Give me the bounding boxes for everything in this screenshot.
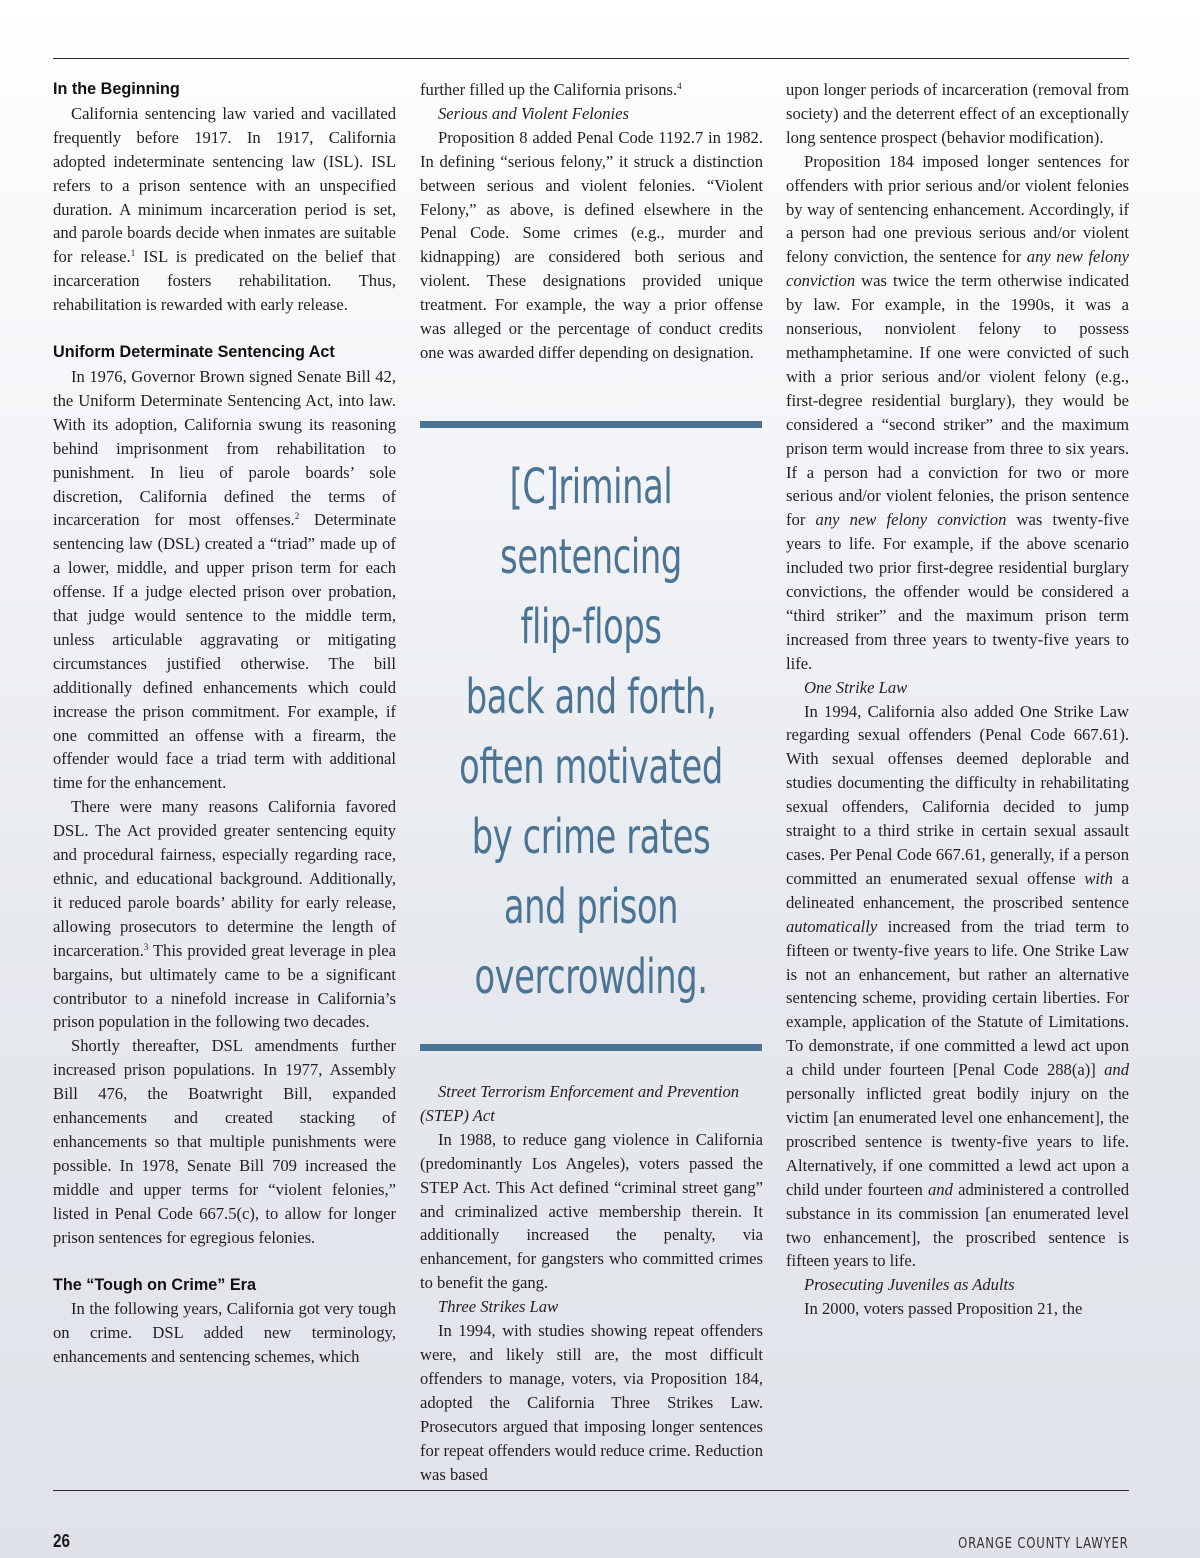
- pullquote-bottom-rule: [420, 1044, 762, 1051]
- column-1: [53, 78, 396, 1369]
- emphasis: and: [1104, 1060, 1129, 1080]
- paragraph: In 1994, with studies showing repeat offenders were, and likely still are, the most difficult offenders to manage, voters, via Proposition 184, adopted the California Three Strikes Law. Prosecutors argued that imposing longer sentences for repeat offenders would reduce crime. Reduction was based: [420, 1321, 763, 1484]
- subheading-one-strike-law: One Strike Law: [804, 677, 908, 697]
- heading-uniform-determinate-sentencing-act: Uniform Determinate Sentencing Act: [53, 343, 335, 362]
- emphasis: any new felony conviction: [815, 510, 1007, 530]
- pullquote-top-rule: [420, 421, 762, 428]
- paragraph: In 2000, voters passed Proposition 21, the: [804, 1299, 1083, 1319]
- pullquote-line: by crime rates: [471, 809, 711, 865]
- paragraph: further filled up the California prisons.$^4$: [420, 80, 682, 99]
- paragraph: In 1988, to reduce gang violence in California (predominantly Los Angeles), voters passed the STEP Act. This Act defined “criminal street gang” and criminalized active membership therein. It additionally increased the penalty, via enhancement, for gangsters who committed crimes to benefit the gang.: [420, 1129, 763, 1293]
- page-number: 26: [53, 1531, 71, 1551]
- pullquote-line: [C]riminal: [509, 459, 673, 515]
- paragraph: In the following years, California got very tough on crime. DSL added new terminology, enhancements and sentencing schemes, which: [53, 1299, 396, 1367]
- column-2: [420, 78, 763, 365]
- subheading-prosecuting-juveniles: Prosecuting Juveniles as Adults: [804, 1275, 1015, 1295]
- footnote-ref: 3: [143, 941, 149, 952]
- footnote-ref: 4: [677, 81, 682, 91]
- paragraph: California sentencing law varied and vacillated frequently before 1917. In 1917, California adopted indeterminate sentencing law (ISL). ISL refers to a prison sentence with an unspecified duration. A minimum incarceration period is set, and parole boards decide when inmates are suitable for release.$^1$ ISL is predicated on the belief that incarceration fosters rehabilitation. Thus, rehabilitation is rewarded with early release.: [53, 103, 396, 315]
- paragraph: In 1976, Governor Brown signed Senate Bill 42, the Uniform Determinate Sentencing Act, into law. With its adoption, California swung its reasoning behind imprisonment from rehabilitation to punishment. In lieu of parole boards’ sole discretion, California defined the terms of incarceration for most offenses.$^2$ Determinate sentencing law (DSL) created a “triad” made up of a lower, middle, and upper prison term for each offense. If a judge elected prison over probation, that judge would sentence to the middle term, unless articulable aggravating or mitigating circumstances justified otherwise. The bill additionally defined enhancements which could increase the prison commitment. For example, if one committed an offense with a firearm, the offender would face a triad term with additional time for the enhancement.: [53, 366, 396, 793]
- pullquote: [420, 452, 762, 1012]
- emphasis: with: [1084, 868, 1113, 888]
- heading-tough-on-crime-era: The “Tough on Crime” Era: [53, 1275, 256, 1294]
- emphasis: automatically: [786, 916, 878, 936]
- pullquote-line: sentencing: [500, 529, 682, 585]
- paragraph: Shortly thereafter, DSL amendments further increased prison populations. In 1977, Assembly Bill 476, the Boatwright Bill, expanded enhancements and created stacking of enhancements so that multiple punishments were possible. In 1978, Senate Bill 709 increased the middle and upper terms for “violent felonies,” listed in Penal Code 667.5(c), to allow for longer prison sentences for egregious felonies.: [53, 1036, 396, 1247]
- paragraph: upon longer periods of incarceration (removal from society) and the deterrent effect of an exceptionally long sentence prospect (behavior modification).: [786, 80, 1129, 147]
- paragraph: Proposition 8 added Penal Code 1192.7 in 1982. In defining “serious felony,” it struck a distinction between serious and violent felonies. “Violent Felony,” as above, is defined elsewhere in the Penal Code. Some crimes (e.g., murder and kidnapping) are considered both serious and violent. These designations provided unique treatment. For example, the way a prior offense was alleged or the percentage of conduct credits one was awarded differ depending on designation.: [420, 127, 763, 362]
- publication-name: ORANGE COUNTY LAWYER: [958, 1534, 1129, 1552]
- emphasis: any new felony conviction: [786, 247, 1129, 291]
- subheading-three-strikes-law: Three Strikes Law: [438, 1297, 559, 1317]
- paragraph: Proposition 184 imposed longer sentences for offenders with prior serious and/or violent felonies by way of sentencing enhancement. Accordingly, if a person had one previous serious and/or violent felony conviction, the sentence for any new felony conviction was twice the term otherwise indicated by law. For example, in the 1990s, it was a nonserious, nonviolent felony to possess methamphetamine. If one were convicted of such with a prior serious and/or violent felony (e.g., first-degree residential burglary), they would be considered a “second striker” and the maximum prison term would increase from three to six years. If a person had a conviction for two or more serious and/or violent felonies, the prison sentence for any new felony conviction was twenty-five years to life. For example, if the above scenario included two prior first-degree residential burglary convictions, the offender would be considered a “third striker” and the maximum prison term increased from three years to twenty-five years to life.: [786, 151, 1130, 673]
- subheading-step-act: Street Terrorism Enforcement and Prevention (STEP) Act: [420, 1082, 740, 1125]
- top-rule: [53, 58, 1129, 59]
- bottom-rule: [53, 1490, 1129, 1491]
- footnote-ref: 1: [130, 248, 136, 259]
- pullquote-line: and prison: [503, 879, 679, 935]
- pullquote-line: back and forth,: [465, 669, 717, 725]
- pullquote-line: flip-flops: [520, 599, 662, 655]
- paragraph: There were many reasons California favored DSL. The Act provided greater sentencing equity and procedural fairness, especially regarding race, ethnic, and educational background. Additionally, it reduced parole boards’ ability for early release, allowing prosecutors to determine the length of incarceration.$^3$ This provided great leverage in plea bargains, but ultimately came to be a significant contributor to a ninefold increase in California’s prison population in the following two decades.: [53, 797, 396, 1032]
- column-3: [786, 78, 1129, 1321]
- paragraph: In 1994, California also added One Strike Law regarding sexual offenders (Penal Code 667.61). With sexual offenses deemed deplorable and studies documenting the difficulty in rehabilitating sexual offenders, California decided to jump straight to a third strike in certain sexual assault cases. Per Penal Code 667.61, generally, if a person committed an enumerated sexual offense with a delineated enhancement, the proscribed sentence automatically increased from the triad term to fifteen or twenty-five years to life. One Strike Law is not an enhancement, but rather an alternative sentencing scheme, providing certain liberties. For example, application of the Statute of Limitations. To demonstrate, if one committed a lewd act upon a child under fourteen [Penal Code 288(a)] and personally inflicted great bodily injury on the victim [an enumerated level one enhancement], the proscribed sentence is twenty-five years to life. Alternatively, if one committed a lewd act upon a child under fourteen and administered a controlled substance in its commission [an enumerated level two enhancement], the proscribed sentence is fifteen years to life.: [786, 701, 1129, 1271]
- footnote-ref: 2: [294, 511, 300, 522]
- emphasis: and: [928, 1179, 953, 1199]
- column-2-lower: [420, 1080, 763, 1486]
- heading-in-the-beginning: In the Beginning: [53, 80, 180, 98]
- subheading-serious-violent-felonies: Serious and Violent Felonies: [438, 103, 629, 123]
- pullquote-line: often motivated: [459, 739, 723, 795]
- pullquote-line: overcrowding.: [474, 949, 708, 1005]
